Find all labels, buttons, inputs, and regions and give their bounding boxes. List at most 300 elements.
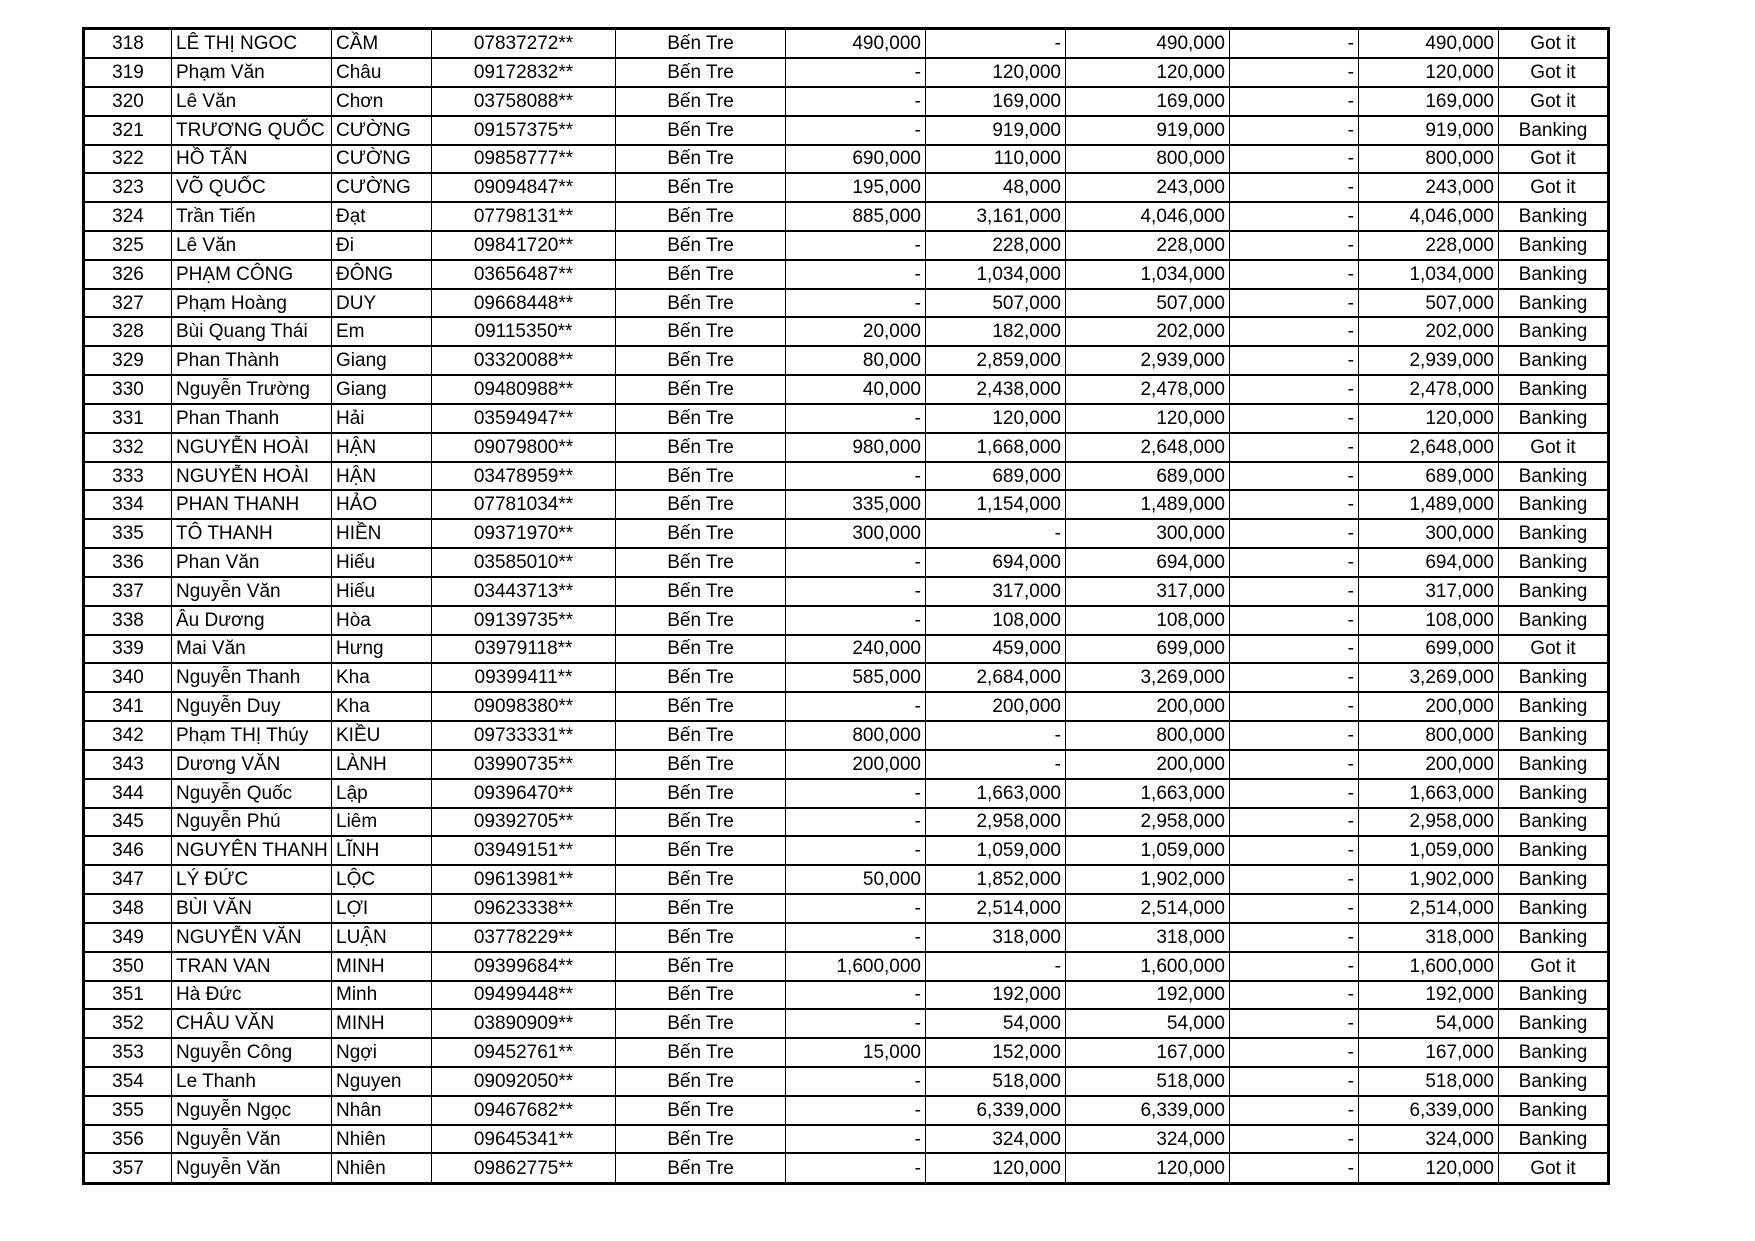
status-cell: Banking	[1499, 721, 1609, 750]
amount-total-cell: 324,000	[1066, 1125, 1230, 1154]
family-middle-name-cell: Lê Văn	[172, 231, 332, 260]
phone-number-cell: 09858777**	[432, 145, 616, 174]
amount-col1-cell: 50,000	[786, 865, 926, 894]
province-cell: Bến Tre	[616, 116, 786, 145]
province-cell: Bến Tre	[616, 952, 786, 981]
phone-number-cell: 09371970**	[432, 519, 616, 548]
status-cell: Banking	[1499, 981, 1609, 1010]
row-number-cell: 321	[84, 116, 172, 145]
given-name-cell: Châu	[332, 58, 432, 87]
amount-final-cell: 318,000	[1359, 923, 1499, 952]
amount-col2-cell: 2,438,000	[926, 375, 1066, 404]
phone-number-cell: 03594947**	[432, 404, 616, 433]
amount-col1-cell: -	[786, 58, 926, 87]
status-cell: Banking	[1499, 490, 1609, 519]
phone-number-cell: 03990735**	[432, 750, 616, 779]
given-name-cell: CƯỜNG	[332, 116, 432, 145]
family-middle-name-cell: Nguyễn Duy	[172, 692, 332, 721]
province-cell: Bến Tre	[616, 577, 786, 606]
table-row	[84, 635, 1609, 664]
family-middle-name-cell: PHẠM CÔNG	[172, 260, 332, 289]
amount-col2-cell: 694,000	[926, 548, 1066, 577]
table-row	[84, 836, 1609, 865]
given-name-cell: Ngợi	[332, 1038, 432, 1067]
amount-col2-cell: 3,161,000	[926, 202, 1066, 231]
family-middle-name-cell: Nguyễn Quốc	[172, 779, 332, 808]
status-cell: Banking	[1499, 548, 1609, 577]
family-middle-name-cell: TRAN VAN	[172, 952, 332, 981]
amount-col2-cell: 169,000	[926, 87, 1066, 116]
amount-final-cell: 2,478,000	[1359, 375, 1499, 404]
table-body	[84, 29, 1609, 1184]
table-row	[84, 779, 1609, 808]
amount-dash-cell: -	[1230, 462, 1359, 491]
amount-dash-cell: -	[1230, 1067, 1359, 1096]
amount-col2-cell: 1,668,000	[926, 433, 1066, 462]
amount-col2-cell: 1,663,000	[926, 779, 1066, 808]
amount-col2-cell: 152,000	[926, 1038, 1066, 1067]
row-number-cell: 354	[84, 1067, 172, 1096]
given-name-cell: Hiếu	[332, 577, 432, 606]
amount-final-cell: 1,600,000	[1359, 952, 1499, 981]
amount-col2-cell: 1,034,000	[926, 260, 1066, 289]
status-cell: Banking	[1499, 865, 1609, 894]
given-name-cell: CƯỜNG	[332, 173, 432, 202]
status-cell: Banking	[1499, 606, 1609, 635]
phone-number-cell: 09399684**	[432, 952, 616, 981]
given-name-cell: LỢI	[332, 894, 432, 923]
amount-col2-cell: 108,000	[926, 606, 1066, 635]
given-name-cell: ĐÔNG	[332, 260, 432, 289]
amount-dash-cell: -	[1230, 1009, 1359, 1038]
amount-dash-cell: -	[1230, 750, 1359, 779]
amount-col2-cell: 54,000	[926, 1009, 1066, 1038]
given-name-cell: KIỀU	[332, 721, 432, 750]
amount-dash-cell: -	[1230, 894, 1359, 923]
table-row	[84, 519, 1609, 548]
family-middle-name-cell: TÔ THANH	[172, 519, 332, 548]
amount-total-cell: 169,000	[1066, 87, 1230, 116]
amount-dash-cell: -	[1230, 375, 1359, 404]
province-cell: Bến Tre	[616, 663, 786, 692]
amount-total-cell: 120,000	[1066, 404, 1230, 433]
table-row	[84, 404, 1609, 433]
province-cell: Bến Tre	[616, 808, 786, 837]
province-cell: Bến Tre	[616, 260, 786, 289]
amount-dash-cell: -	[1230, 981, 1359, 1010]
amount-col2-cell: 1,059,000	[926, 836, 1066, 865]
phone-number-cell: 09399411**	[432, 663, 616, 692]
phone-number-cell: 03320088**	[432, 346, 616, 375]
amount-final-cell: 243,000	[1359, 173, 1499, 202]
province-cell: Bến Tre	[616, 1153, 786, 1183]
amount-total-cell: 1,059,000	[1066, 836, 1230, 865]
row-number-cell: 344	[84, 779, 172, 808]
given-name-cell: HẢO	[332, 490, 432, 519]
family-middle-name-cell: Phan Thanh	[172, 404, 332, 433]
table-row	[84, 952, 1609, 981]
family-middle-name-cell: Phạm THỊ Thúy	[172, 721, 332, 750]
family-middle-name-cell: NGUYỄN HOÀI	[172, 462, 332, 491]
amount-final-cell: 300,000	[1359, 519, 1499, 548]
amount-dash-cell: -	[1230, 433, 1359, 462]
amount-dash-cell: -	[1230, 289, 1359, 318]
amount-col1-cell: -	[786, 894, 926, 923]
amount-col2-cell: 317,000	[926, 577, 1066, 606]
row-number-cell: 327	[84, 289, 172, 318]
row-number-cell: 318	[84, 29, 172, 59]
row-number-cell: 319	[84, 58, 172, 87]
phone-number-cell: 03890909**	[432, 1009, 616, 1038]
row-number-cell: 331	[84, 404, 172, 433]
status-cell: Banking	[1499, 577, 1609, 606]
amount-col2-cell: -	[926, 29, 1066, 59]
family-middle-name-cell: Dương VĂN	[172, 750, 332, 779]
amount-col2-cell: 518,000	[926, 1067, 1066, 1096]
status-cell: Banking	[1499, 923, 1609, 952]
amount-final-cell: 800,000	[1359, 145, 1499, 174]
amount-dash-cell: -	[1230, 923, 1359, 952]
amount-total-cell: 919,000	[1066, 116, 1230, 145]
amount-dash-cell: -	[1230, 346, 1359, 375]
province-cell: Bến Tre	[616, 1125, 786, 1154]
status-cell: Got it	[1499, 58, 1609, 87]
amount-final-cell: 490,000	[1359, 29, 1499, 59]
amount-final-cell: 200,000	[1359, 750, 1499, 779]
family-middle-name-cell: Le Thanh	[172, 1067, 332, 1096]
family-middle-name-cell: TRƯƠNG QUỐC	[172, 116, 332, 145]
phone-number-cell: 09841720**	[432, 231, 616, 260]
amount-total-cell: 694,000	[1066, 548, 1230, 577]
amount-col1-cell: -	[786, 404, 926, 433]
status-cell: Banking	[1499, 116, 1609, 145]
phone-number-cell: 09733331**	[432, 721, 616, 750]
phone-number-cell: 09092050**	[432, 1067, 616, 1096]
amount-col2-cell: 1,852,000	[926, 865, 1066, 894]
province-cell: Bến Tre	[616, 289, 786, 318]
province-cell: Bến Tre	[616, 173, 786, 202]
row-number-cell: 320	[84, 87, 172, 116]
family-middle-name-cell: Lê Văn	[172, 87, 332, 116]
amount-final-cell: 108,000	[1359, 606, 1499, 635]
phone-number-cell: 09499448**	[432, 981, 616, 1010]
amount-final-cell: 699,000	[1359, 635, 1499, 664]
row-number-cell: 326	[84, 260, 172, 289]
family-middle-name-cell: Bùi Quang Thái	[172, 317, 332, 346]
amount-col1-cell: 200,000	[786, 750, 926, 779]
amount-col2-cell: 507,000	[926, 289, 1066, 318]
row-number-cell: 330	[84, 375, 172, 404]
table-row	[84, 750, 1609, 779]
table-row	[84, 1096, 1609, 1125]
phone-number-cell: 09452761**	[432, 1038, 616, 1067]
province-cell: Bến Tre	[616, 1067, 786, 1096]
table-row	[84, 231, 1609, 260]
amount-total-cell: 243,000	[1066, 173, 1230, 202]
province-cell: Bến Tre	[616, 721, 786, 750]
table-row	[84, 1067, 1609, 1096]
phone-number-cell: 03585010**	[432, 548, 616, 577]
table-row	[84, 1038, 1609, 1067]
province-cell: Bến Tre	[616, 404, 786, 433]
amount-col1-cell: 300,000	[786, 519, 926, 548]
phone-number-cell: 03443713**	[432, 577, 616, 606]
family-middle-name-cell: Nguyễn Công	[172, 1038, 332, 1067]
table-row	[84, 865, 1609, 894]
amount-final-cell: 1,059,000	[1359, 836, 1499, 865]
province-cell: Bến Tre	[616, 923, 786, 952]
amount-col1-cell: -	[786, 116, 926, 145]
given-name-cell: MINH	[332, 1009, 432, 1038]
province-cell: Bến Tre	[616, 490, 786, 519]
amount-final-cell: 2,939,000	[1359, 346, 1499, 375]
amount-dash-cell: -	[1230, 721, 1359, 750]
amount-col2-cell: 1,154,000	[926, 490, 1066, 519]
given-name-cell: Hòa	[332, 606, 432, 635]
status-cell: Banking	[1499, 1096, 1609, 1125]
family-middle-name-cell: HỒ TẤN	[172, 145, 332, 174]
amount-final-cell: 169,000	[1359, 87, 1499, 116]
amount-col2-cell: 324,000	[926, 1125, 1066, 1154]
amount-total-cell: 518,000	[1066, 1067, 1230, 1096]
amount-total-cell: 300,000	[1066, 519, 1230, 548]
amount-total-cell: 317,000	[1066, 577, 1230, 606]
phone-number-cell: 09392705**	[432, 808, 616, 837]
amount-col2-cell: 2,514,000	[926, 894, 1066, 923]
amount-total-cell: 800,000	[1066, 145, 1230, 174]
row-number-cell: 341	[84, 692, 172, 721]
given-name-cell: Đi	[332, 231, 432, 260]
amount-col1-cell: 40,000	[786, 375, 926, 404]
amount-total-cell: 699,000	[1066, 635, 1230, 664]
family-middle-name-cell: CHÂU VĂN	[172, 1009, 332, 1038]
table-row	[84, 29, 1609, 59]
table-row	[84, 317, 1609, 346]
row-number-cell: 337	[84, 577, 172, 606]
amount-dash-cell: -	[1230, 145, 1359, 174]
amount-final-cell: 1,034,000	[1359, 260, 1499, 289]
phone-number-cell: 09668448**	[432, 289, 616, 318]
amount-dash-cell: -	[1230, 1125, 1359, 1154]
family-middle-name-cell: VÕ QUỐC	[172, 173, 332, 202]
family-middle-name-cell: Mai Văn	[172, 635, 332, 664]
amount-final-cell: 228,000	[1359, 231, 1499, 260]
amount-col1-cell: -	[786, 692, 926, 721]
phone-number-cell: 09172832**	[432, 58, 616, 87]
given-name-cell: Nhiên	[332, 1153, 432, 1183]
status-cell: Banking	[1499, 1009, 1609, 1038]
table-row	[84, 1009, 1609, 1038]
amount-final-cell: 1,902,000	[1359, 865, 1499, 894]
province-cell: Bến Tre	[616, 433, 786, 462]
table-row	[84, 923, 1609, 952]
status-cell: Banking	[1499, 346, 1609, 375]
given-name-cell: Em	[332, 317, 432, 346]
given-name-cell: Kha	[332, 692, 432, 721]
given-name-cell: Minh	[332, 981, 432, 1010]
phone-number-cell: 07798131**	[432, 202, 616, 231]
amount-col1-cell: -	[786, 260, 926, 289]
row-number-cell: 329	[84, 346, 172, 375]
amount-dash-cell: -	[1230, 1153, 1359, 1183]
amount-col2-cell: -	[926, 952, 1066, 981]
table-row	[84, 289, 1609, 318]
status-cell: Banking	[1499, 289, 1609, 318]
amount-col2-cell: 919,000	[926, 116, 1066, 145]
phone-number-cell: 09098380**	[432, 692, 616, 721]
amount-col1-cell: -	[786, 87, 926, 116]
amount-total-cell: 3,269,000	[1066, 663, 1230, 692]
amount-col1-cell: -	[786, 462, 926, 491]
province-cell: Bến Tre	[616, 202, 786, 231]
phone-number-cell: 03778229**	[432, 923, 616, 952]
table-row	[84, 663, 1609, 692]
phone-number-cell: 09157375**	[432, 116, 616, 145]
given-name-cell: HẬN	[332, 462, 432, 491]
row-number-cell: 353	[84, 1038, 172, 1067]
phone-number-cell: 09115350**	[432, 317, 616, 346]
status-cell: Got it	[1499, 145, 1609, 174]
phone-number-cell: 07781034**	[432, 490, 616, 519]
row-number-cell: 345	[84, 808, 172, 837]
province-cell: Bến Tre	[616, 145, 786, 174]
given-name-cell: LĨNH	[332, 836, 432, 865]
phone-number-cell: 09480988**	[432, 375, 616, 404]
amount-final-cell: 120,000	[1359, 404, 1499, 433]
amount-col1-cell: -	[786, 577, 926, 606]
family-middle-name-cell: NGUYỄN HOÀI	[172, 433, 332, 462]
amount-total-cell: 318,000	[1066, 923, 1230, 952]
amount-dash-cell: -	[1230, 173, 1359, 202]
row-number-cell: 325	[84, 231, 172, 260]
amount-col2-cell: -	[926, 750, 1066, 779]
amount-total-cell: 800,000	[1066, 721, 1230, 750]
phone-number-cell: 07837272**	[432, 29, 616, 59]
table-row	[84, 58, 1609, 87]
table-row	[84, 173, 1609, 202]
phone-number-cell: 09079800**	[432, 433, 616, 462]
status-cell: Banking	[1499, 519, 1609, 548]
table-row	[84, 87, 1609, 116]
province-cell: Bến Tre	[616, 375, 786, 404]
amount-col1-cell: 490,000	[786, 29, 926, 59]
amount-col1-cell: -	[786, 548, 926, 577]
amount-final-cell: 2,958,000	[1359, 808, 1499, 837]
amount-col2-cell: 2,684,000	[926, 663, 1066, 692]
amount-col1-cell: -	[786, 1153, 926, 1183]
amount-col2-cell: 192,000	[926, 981, 1066, 1010]
province-cell: Bến Tre	[616, 750, 786, 779]
table-row	[84, 433, 1609, 462]
given-name-cell: Hưng	[332, 635, 432, 664]
table-row	[84, 462, 1609, 491]
family-middle-name-cell: Phạm Văn	[172, 58, 332, 87]
amount-final-cell: 202,000	[1359, 317, 1499, 346]
amount-col1-cell: 80,000	[786, 346, 926, 375]
row-number-cell: 332	[84, 433, 172, 462]
row-number-cell: 347	[84, 865, 172, 894]
province-cell: Bến Tre	[616, 346, 786, 375]
family-middle-name-cell: LÊ THỊ NGOC	[172, 29, 332, 59]
status-cell: Banking	[1499, 1067, 1609, 1096]
given-name-cell: Lập	[332, 779, 432, 808]
given-name-cell: LUẬN	[332, 923, 432, 952]
amount-total-cell: 54,000	[1066, 1009, 1230, 1038]
amount-dash-cell: -	[1230, 87, 1359, 116]
province-cell: Bến Tre	[616, 58, 786, 87]
amount-dash-cell: -	[1230, 260, 1359, 289]
status-cell: Banking	[1499, 663, 1609, 692]
table-row	[84, 346, 1609, 375]
amount-col2-cell: 48,000	[926, 173, 1066, 202]
amount-total-cell: 200,000	[1066, 750, 1230, 779]
given-name-cell: Hiếu	[332, 548, 432, 577]
status-cell: Got it	[1499, 433, 1609, 462]
row-number-cell: 351	[84, 981, 172, 1010]
phone-number-cell: 09613981**	[432, 865, 616, 894]
phone-number-cell: 09862775**	[432, 1153, 616, 1183]
province-cell: Bến Tre	[616, 865, 786, 894]
amount-col2-cell: 228,000	[926, 231, 1066, 260]
status-cell: Banking	[1499, 317, 1609, 346]
amount-dash-cell: -	[1230, 1038, 1359, 1067]
row-number-cell: 356	[84, 1125, 172, 1154]
amount-col1-cell: -	[786, 1096, 926, 1125]
row-number-cell: 336	[84, 548, 172, 577]
row-number-cell: 349	[84, 923, 172, 952]
amount-total-cell: 108,000	[1066, 606, 1230, 635]
amount-total-cell: 507,000	[1066, 289, 1230, 318]
status-cell: Banking	[1499, 894, 1609, 923]
amount-final-cell: 167,000	[1359, 1038, 1499, 1067]
amount-col1-cell: 800,000	[786, 721, 926, 750]
amount-col1-cell: -	[786, 1067, 926, 1096]
amount-total-cell: 490,000	[1066, 29, 1230, 59]
province-cell: Bến Tre	[616, 317, 786, 346]
amount-col2-cell: 110,000	[926, 145, 1066, 174]
province-cell: Bến Tre	[616, 231, 786, 260]
family-middle-name-cell: Nguyễn Văn	[172, 1153, 332, 1183]
row-number-cell: 357	[84, 1153, 172, 1183]
given-name-cell: Giang	[332, 346, 432, 375]
family-middle-name-cell: Nguyễn Văn	[172, 577, 332, 606]
amount-col2-cell: 120,000	[926, 58, 1066, 87]
phone-number-cell: 03656487**	[432, 260, 616, 289]
province-cell: Bến Tre	[616, 836, 786, 865]
amount-col2-cell: 2,859,000	[926, 346, 1066, 375]
given-name-cell: Giang	[332, 375, 432, 404]
given-name-cell: Nguyen	[332, 1067, 432, 1096]
status-cell: Banking	[1499, 260, 1609, 289]
province-cell: Bến Tre	[616, 1009, 786, 1038]
amount-col1-cell: 690,000	[786, 145, 926, 174]
status-cell: Banking	[1499, 404, 1609, 433]
amount-final-cell: 2,514,000	[1359, 894, 1499, 923]
family-middle-name-cell: Nguyễn Ngọc	[172, 1096, 332, 1125]
row-number-cell: 333	[84, 462, 172, 491]
row-number-cell: 322	[84, 145, 172, 174]
amount-col1-cell: 15,000	[786, 1038, 926, 1067]
row-number-cell: 342	[84, 721, 172, 750]
row-number-cell: 328	[84, 317, 172, 346]
amount-final-cell: 120,000	[1359, 1153, 1499, 1183]
table-row	[84, 808, 1609, 837]
family-middle-name-cell: Nguyễn Văn	[172, 1125, 332, 1154]
family-middle-name-cell: NGUYÊN THANH	[172, 836, 332, 865]
amount-col2-cell: 459,000	[926, 635, 1066, 664]
family-middle-name-cell: Phan Văn	[172, 548, 332, 577]
province-cell: Bến Tre	[616, 692, 786, 721]
